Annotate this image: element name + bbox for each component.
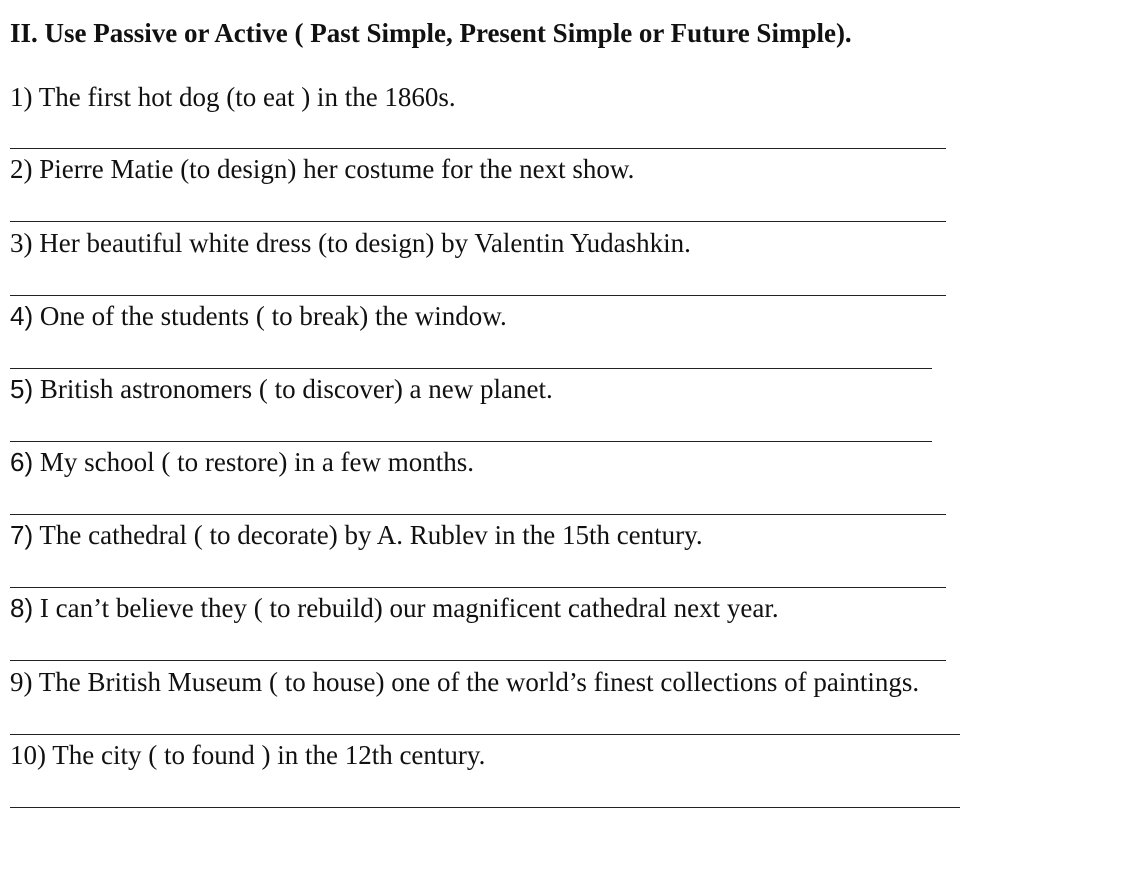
exercise-sentence xyxy=(10,80,456,114)
answer-line[interactable] xyxy=(10,514,946,515)
answer-line[interactable] xyxy=(10,295,946,296)
exercise-number: 7) xyxy=(10,520,34,550)
exercise-sentence xyxy=(10,665,919,699)
exercise-sentence xyxy=(10,738,485,772)
answer-line[interactable] xyxy=(10,221,946,222)
answer-line[interactable] xyxy=(10,148,946,149)
exercise-text: My school ( to restore) in a few months. xyxy=(33,447,475,477)
exercise-text: The city ( to found ) in the 12th century. xyxy=(46,740,486,770)
exercise-heading: II. Use Passive or Active ( Past Simple, Present Simple or Future Simple). xyxy=(10,18,852,48)
exercise-text: One of the students ( to break) the window. xyxy=(33,301,507,331)
exercise-item-3 xyxy=(10,226,1110,286)
exercise-sentence xyxy=(10,372,553,406)
exercise-number: 6) xyxy=(10,447,34,477)
exercise-item-4 xyxy=(10,299,1110,359)
exercise-text: The first hot dog (to eat ) in the 1860s. xyxy=(32,82,456,112)
exercise-item-8 xyxy=(10,591,1110,651)
exercise-sentence xyxy=(10,226,691,260)
exercise-number: 5) xyxy=(10,374,34,404)
exercise-item-1 xyxy=(10,80,1110,140)
exercise-text: British astronomers ( to discover) a new planet. xyxy=(33,374,553,404)
exercise-sentence xyxy=(10,445,474,479)
exercise-item-5 xyxy=(10,372,1110,432)
answer-line[interactable] xyxy=(10,660,946,661)
exercise-item-2 xyxy=(10,152,1110,212)
exercise-item-6 xyxy=(10,445,1110,505)
exercise-sentence xyxy=(10,299,507,333)
exercise-number: 9) xyxy=(10,667,33,697)
answer-line[interactable] xyxy=(10,587,946,588)
exercise-item-9 xyxy=(10,665,1110,725)
exercise-sentence xyxy=(10,591,779,625)
exercise-text: The cathedral ( to decorate) by A. Rublev in the 15th century. xyxy=(33,520,703,550)
exercise-text: The British Museum ( to house) one of the world’s finest collections of paintings. xyxy=(32,667,920,697)
answer-line[interactable] xyxy=(10,807,960,808)
exercise-text: Her beautiful white dress (to design) by Valentin Yudashkin. xyxy=(32,228,691,258)
exercise-number: 10) xyxy=(10,740,46,770)
exercise-item-10 xyxy=(10,738,1110,798)
answer-line[interactable] xyxy=(10,368,932,369)
exercise-text: I can’t believe they ( to rebuild) our magnificent cathedral next year. xyxy=(33,593,779,623)
exercise-sentence xyxy=(10,518,703,552)
exercise-text: Pierre Matie (to design) her costume for the next show. xyxy=(32,154,635,184)
exercise-sentence xyxy=(10,152,634,186)
exercise-number: 8) xyxy=(10,593,34,623)
exercise-number: 1) xyxy=(10,82,33,112)
answer-line[interactable] xyxy=(10,441,932,442)
exercise-item-7 xyxy=(10,518,1110,578)
exercise-number: 4) xyxy=(10,301,34,331)
exercise-number: 3) xyxy=(10,228,33,258)
answer-line[interactable] xyxy=(10,734,960,735)
exercise-number: 2) xyxy=(10,154,33,184)
